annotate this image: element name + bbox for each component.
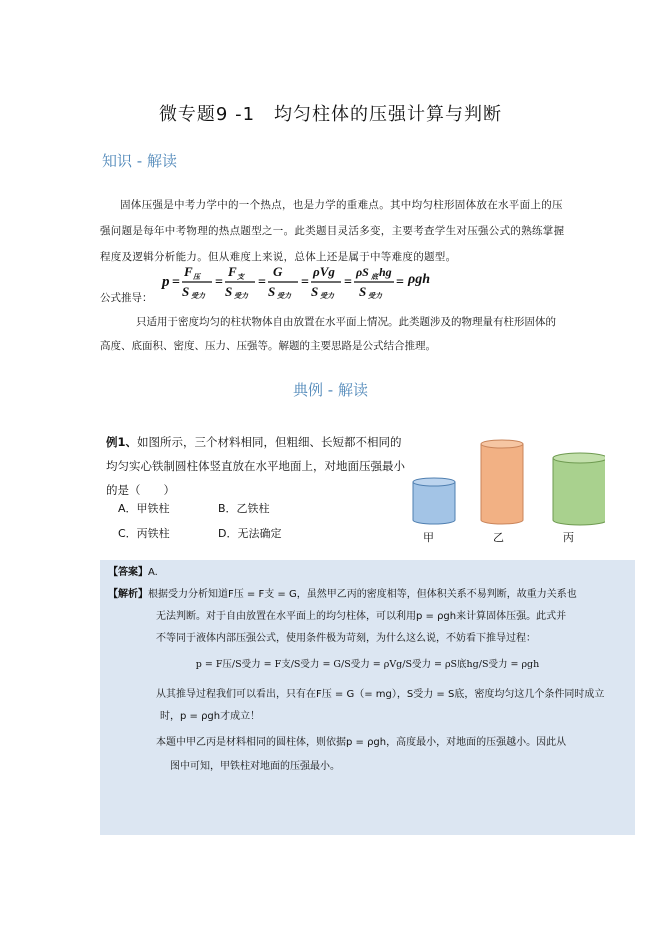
question-number: 例1、 xyxy=(106,435,138,449)
frac4-num: ρVg xyxy=(313,264,335,279)
frac4-den-sub: 受力 xyxy=(320,292,334,300)
cylinder-bing-body xyxy=(553,458,605,520)
answer-value: A. xyxy=(148,567,158,578)
frac5-den: S xyxy=(359,284,367,299)
analysis-text-1: 根据受力分析知道F压 = F支 = G，虽然甲乙丙的密度相等，但体积关系不易判断，故重力关系也 xyxy=(148,589,577,600)
frac2-den-sub: 受力 xyxy=(234,292,248,300)
svg-text:=: = xyxy=(301,275,309,290)
cylinder-label-bing: 丙 xyxy=(563,531,574,544)
option-b[interactable]: B．乙铁柱 xyxy=(218,502,270,515)
section-heading-example: 典例 - 解读 xyxy=(293,381,368,399)
cylinder-jia-top xyxy=(413,478,455,486)
option-c[interactable]: C．丙铁柱 xyxy=(118,527,170,540)
cylinder-jia xyxy=(413,478,455,524)
cylinder-bing xyxy=(553,453,605,525)
frac3-den-sub: 受力 xyxy=(277,292,291,300)
svg-text:=: = xyxy=(258,275,266,290)
pressure-formula xyxy=(160,258,420,306)
applicability-note: 只适用于密度均匀的柱状物体自由放置在水平面上情况。此类题涉及的物理量有柱形固体的高度、底面积、密度、压力、压强等。解题的主要思路是公式结合推理。 xyxy=(100,316,556,352)
cylinder-label-jia: 甲 xyxy=(423,531,434,544)
cylinder-label-yi: 乙 xyxy=(493,531,504,544)
cylinder-yi-body xyxy=(481,444,523,520)
frac5-num-sub: 底 xyxy=(371,273,378,281)
svg-text:=: = xyxy=(172,275,180,290)
answer-analysis-box xyxy=(100,560,635,835)
frac1-num: F xyxy=(184,264,193,279)
formula-result: ρgh xyxy=(408,272,430,287)
analysis-tag: 【解析】 xyxy=(108,589,148,600)
answer-tag: 【答案】 xyxy=(108,567,148,578)
cylinder-bing-top xyxy=(553,453,605,463)
analysis-line-1 xyxy=(108,584,577,606)
analysis-line-6: 本题中甲乙丙是材料相同的圆柱体，则依据p = ρgh，高度最小，对地面的压强越小。因此从 xyxy=(156,737,567,748)
section-heading-knowledge: 知识 - 解读 xyxy=(102,152,177,170)
analysis-line-5: 时，p = ρgh才成立！ xyxy=(160,711,261,722)
frac5-num-a: ρS xyxy=(356,265,369,279)
question-text xyxy=(106,430,406,502)
frac3-num: G xyxy=(273,264,283,279)
formula-p: p xyxy=(162,274,170,290)
frac3-den: S xyxy=(268,284,276,299)
analysis-derivation: p = F压/S受力 = F支/S受力 = G/S受力 = ρVg/S受力 = ρS底hg/S受力 = ρgh xyxy=(195,659,540,670)
formula-label: 公式推导： xyxy=(100,292,153,304)
option-a[interactable]: A．甲铁柱 xyxy=(118,502,170,515)
answer-options xyxy=(106,500,406,550)
cylinder-yi-top xyxy=(481,440,523,448)
answer-line xyxy=(108,562,158,584)
analysis-line-2: 无法判断。对于自由放置在水平面上的均匀柱体，可以利用p = ρgh来计算固体压强。此式并 xyxy=(156,611,567,622)
frac2-num: F xyxy=(228,264,237,279)
frac1-den: S xyxy=(182,284,190,299)
frac4-den: S xyxy=(311,284,319,299)
option-d[interactable]: D．无法确定 xyxy=(218,527,282,540)
question-body: 如图所示，三个材料相同，但粗细、长短都不相同的均匀实心铁制圆柱体竖直放在水平地面上，对地面压强最小的是（ ） xyxy=(106,435,405,497)
page-title: 微专题9 -1 均匀柱体的压强计算与判断 xyxy=(158,104,503,125)
frac5-den-sub: 受力 xyxy=(368,292,382,300)
analysis-line-4: 从其推导过程我们可以看出，只有在F压 = G（= mg），S受力 = S底，密度均匀这几个条件同时成立 xyxy=(156,689,605,700)
svg-text:=: = xyxy=(215,275,223,290)
frac1-num-sub: 压 xyxy=(193,273,200,281)
svg-text:=: = xyxy=(396,275,404,290)
cylinder-yi xyxy=(481,440,523,524)
svg-text:=: = xyxy=(344,275,352,290)
intro-paragraph: 固体压强是中考力学中的一个热点，也是力学的重难点。其中均匀柱形固体放在水平面上的压强问题是每年中考物理的热点题型之一。此类题目灵活多变，主要考查学生对压强公式的熟练掌握程度及逻辑分析能力。但从难度上来说，总体上还是属于中等难度的题型。 xyxy=(100,199,565,263)
frac2-den: S xyxy=(225,284,233,299)
analysis-line-7: 图中可知，甲铁柱对地面的压强最小。 xyxy=(170,761,340,772)
frac2-num-sub: 支 xyxy=(237,273,244,281)
analysis-line-3: 不等同于液体内部压强公式，使用条件极为苛刻，为什么这么说，不妨看下推导过程： xyxy=(156,633,536,644)
frac1-den-sub: 受力 xyxy=(191,292,205,300)
frac5-num-b: hg xyxy=(379,265,392,279)
cylinders-figure xyxy=(405,432,605,527)
